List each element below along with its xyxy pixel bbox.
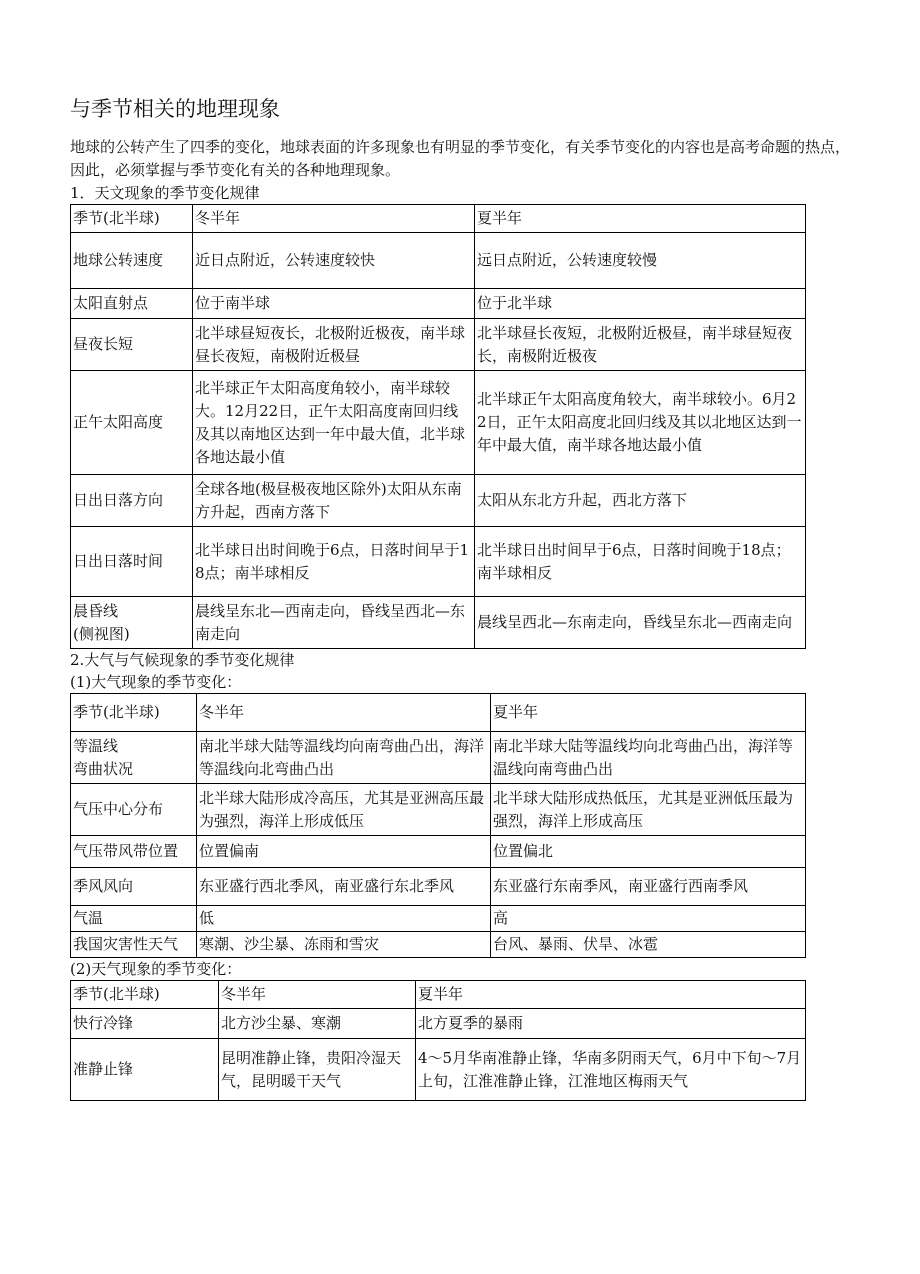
table-cell: 太阳从东北方升起，西北方落下 <box>475 475 806 527</box>
table-cell: 北方夏季的暴雨 <box>416 1009 806 1039</box>
table-cell: 北半球日出时间早于6点，日落时间晚于18点；南半球相反 <box>475 527 806 597</box>
table-cell: 冬半年 <box>193 205 475 233</box>
table-row <box>71 1009 806 1039</box>
table-cell: 昼夜长短 <box>71 319 193 371</box>
section1-heading: 1．天文现象的季节变化规律 <box>70 184 260 202</box>
table-cell: 季风风向 <box>71 868 197 906</box>
table-cell: 全球各地(极昼极夜地区除外)太阳从东南方升起，西南方落下 <box>193 475 475 527</box>
table-cell: 气温 <box>71 906 197 932</box>
table-cell: 日出日落时间 <box>71 527 193 597</box>
table-row <box>71 932 806 958</box>
table-row <box>71 906 806 932</box>
table-cell: 正午太阳高度 <box>71 371 193 475</box>
table-cell: 位于南半球 <box>193 289 475 319</box>
table-cell: 晨线呈西北—东南走向，昏线呈东北—西南走向 <box>475 597 806 649</box>
section2-sub1-heading: (1)大气现象的季节变化： <box>70 673 242 691</box>
table-cell: 昆明准静止锋，贵阳冷湿天气，昆明暖干天气 <box>219 1039 416 1101</box>
table-cell: 北半球昼短夜长，北极附近极夜，南半球昼长夜短，南极附近极昼 <box>193 319 475 371</box>
table-cell: 寒潮、沙尘暴、冻雨和雪灾 <box>197 932 491 958</box>
table-cell: 北半球日出时间晚于6点，日落时间早于18点；南半球相反 <box>193 527 475 597</box>
table-cell: 夏半年 <box>491 694 806 732</box>
table-row <box>71 1039 806 1101</box>
table-row <box>71 836 806 868</box>
section2-heading: 2.大气与气候现象的季节变化规律 <box>70 651 295 669</box>
table-cell: 高 <box>491 906 806 932</box>
intro-paragraph: 地球的公转产生了四季的变化，地球表面的许多现象也有明显的季节变化，有关季节变化的内容也是高考命题的热点，因此，必须掌握与季节变化有关的各种地理现象。 <box>70 138 851 179</box>
table-cell: 位置偏北 <box>491 836 806 868</box>
table-cell: 台风、暴雨、伏旱、冰雹 <box>491 932 806 958</box>
table-cell: 准静止锋 <box>71 1039 219 1101</box>
table-row <box>71 597 806 649</box>
table-cell: 南北半球大陆等温线均向南弯曲凸出，海洋等温线向北弯曲凸出 <box>197 732 491 784</box>
section2-sub2-heading: (2)天气现象的季节变化： <box>70 960 242 978</box>
table-cell: 我国灾害性天气 <box>71 932 197 958</box>
table-row <box>71 981 806 1009</box>
table-cell: 季节(北半球) <box>71 205 193 233</box>
table-cell: 东亚盛行东南季风，南亚盛行西南季风 <box>491 868 806 906</box>
table-cell: 冬半年 <box>219 981 416 1009</box>
document-page <box>70 94 850 1101</box>
astronomy-table <box>70 204 806 649</box>
table-cell: 气压带风带位置 <box>71 836 197 868</box>
table-cell: 晨昏线 (侧视图) <box>71 597 193 649</box>
table-cell: 夏半年 <box>416 981 806 1009</box>
table-row <box>71 371 806 475</box>
table-row <box>71 233 806 289</box>
table-cell: 日出日落方向 <box>71 475 193 527</box>
table-cell: 位置偏南 <box>197 836 491 868</box>
table-cell: 地球公转速度 <box>71 233 193 289</box>
table-cell: 远日点附近，公转速度较慢 <box>475 233 806 289</box>
table-cell: 北方沙尘暴、寒潮 <box>219 1009 416 1039</box>
table-cell: 快行冷锋 <box>71 1009 219 1039</box>
document-title: 与季节相关的地理现象 <box>70 97 280 121</box>
table-cell: 近日点附近，公转速度较快 <box>193 233 475 289</box>
table-cell: 气压中心分布 <box>71 784 197 836</box>
weather-table <box>70 980 806 1101</box>
table-row <box>71 205 806 233</box>
table-cell: 北半球正午太阳高度角较小，南半球较大。12月22日，正午太阳高度南回归线及其以南地区达到一年中最大值，北半球各地达最小值 <box>193 371 475 475</box>
table-cell: 4～5月华南准静止锋，华南多阴雨天气，6月中下旬～7月上旬，江淮准静止锋，江淮地区梅雨天气 <box>416 1039 806 1101</box>
table-cell: 晨线呈东北—西南走向，昏线呈西北—东南走向 <box>193 597 475 649</box>
table-cell: 太阳直射点 <box>71 289 193 319</box>
table-row <box>71 784 806 836</box>
atmosphere-table <box>70 693 806 958</box>
table-cell: 季节(北半球) <box>71 981 219 1009</box>
table-row <box>71 289 806 319</box>
table-cell: 北半球大陆形成冷高压，尤其是亚洲高压最为强烈，海洋上形成低压 <box>197 784 491 836</box>
table-cell: 北半球正午太阳高度角较大，南半球较小。6月22日，正午太阳高度北回归线及其以北地区达到一年中最大值，南半球各地达最小值 <box>475 371 806 475</box>
table-row <box>71 868 806 906</box>
table-cell: 东亚盛行西北季风，南亚盛行东北季风 <box>197 868 491 906</box>
table-row <box>71 475 806 527</box>
table-row <box>71 527 806 597</box>
table-cell: 南北半球大陆等温线均向北弯曲凸出，海洋等温线向南弯曲凸出 <box>491 732 806 784</box>
table-cell: 夏半年 <box>475 205 806 233</box>
table-cell: 北半球大陆形成热低压，尤其是亚洲低压最为强烈，海洋上形成高压 <box>491 784 806 836</box>
table-cell: 位于北半球 <box>475 289 806 319</box>
table-cell: 北半球昼长夜短，北极附近极昼，南半球昼短夜长，南极附近极夜 <box>475 319 806 371</box>
table-row <box>71 319 806 371</box>
table-cell: 等温线 弯曲状况 <box>71 732 197 784</box>
table-cell: 季节(北半球) <box>71 694 197 732</box>
table-cell: 低 <box>197 906 491 932</box>
table-cell: 冬半年 <box>197 694 491 732</box>
table-row <box>71 694 806 732</box>
table-row <box>71 732 806 784</box>
